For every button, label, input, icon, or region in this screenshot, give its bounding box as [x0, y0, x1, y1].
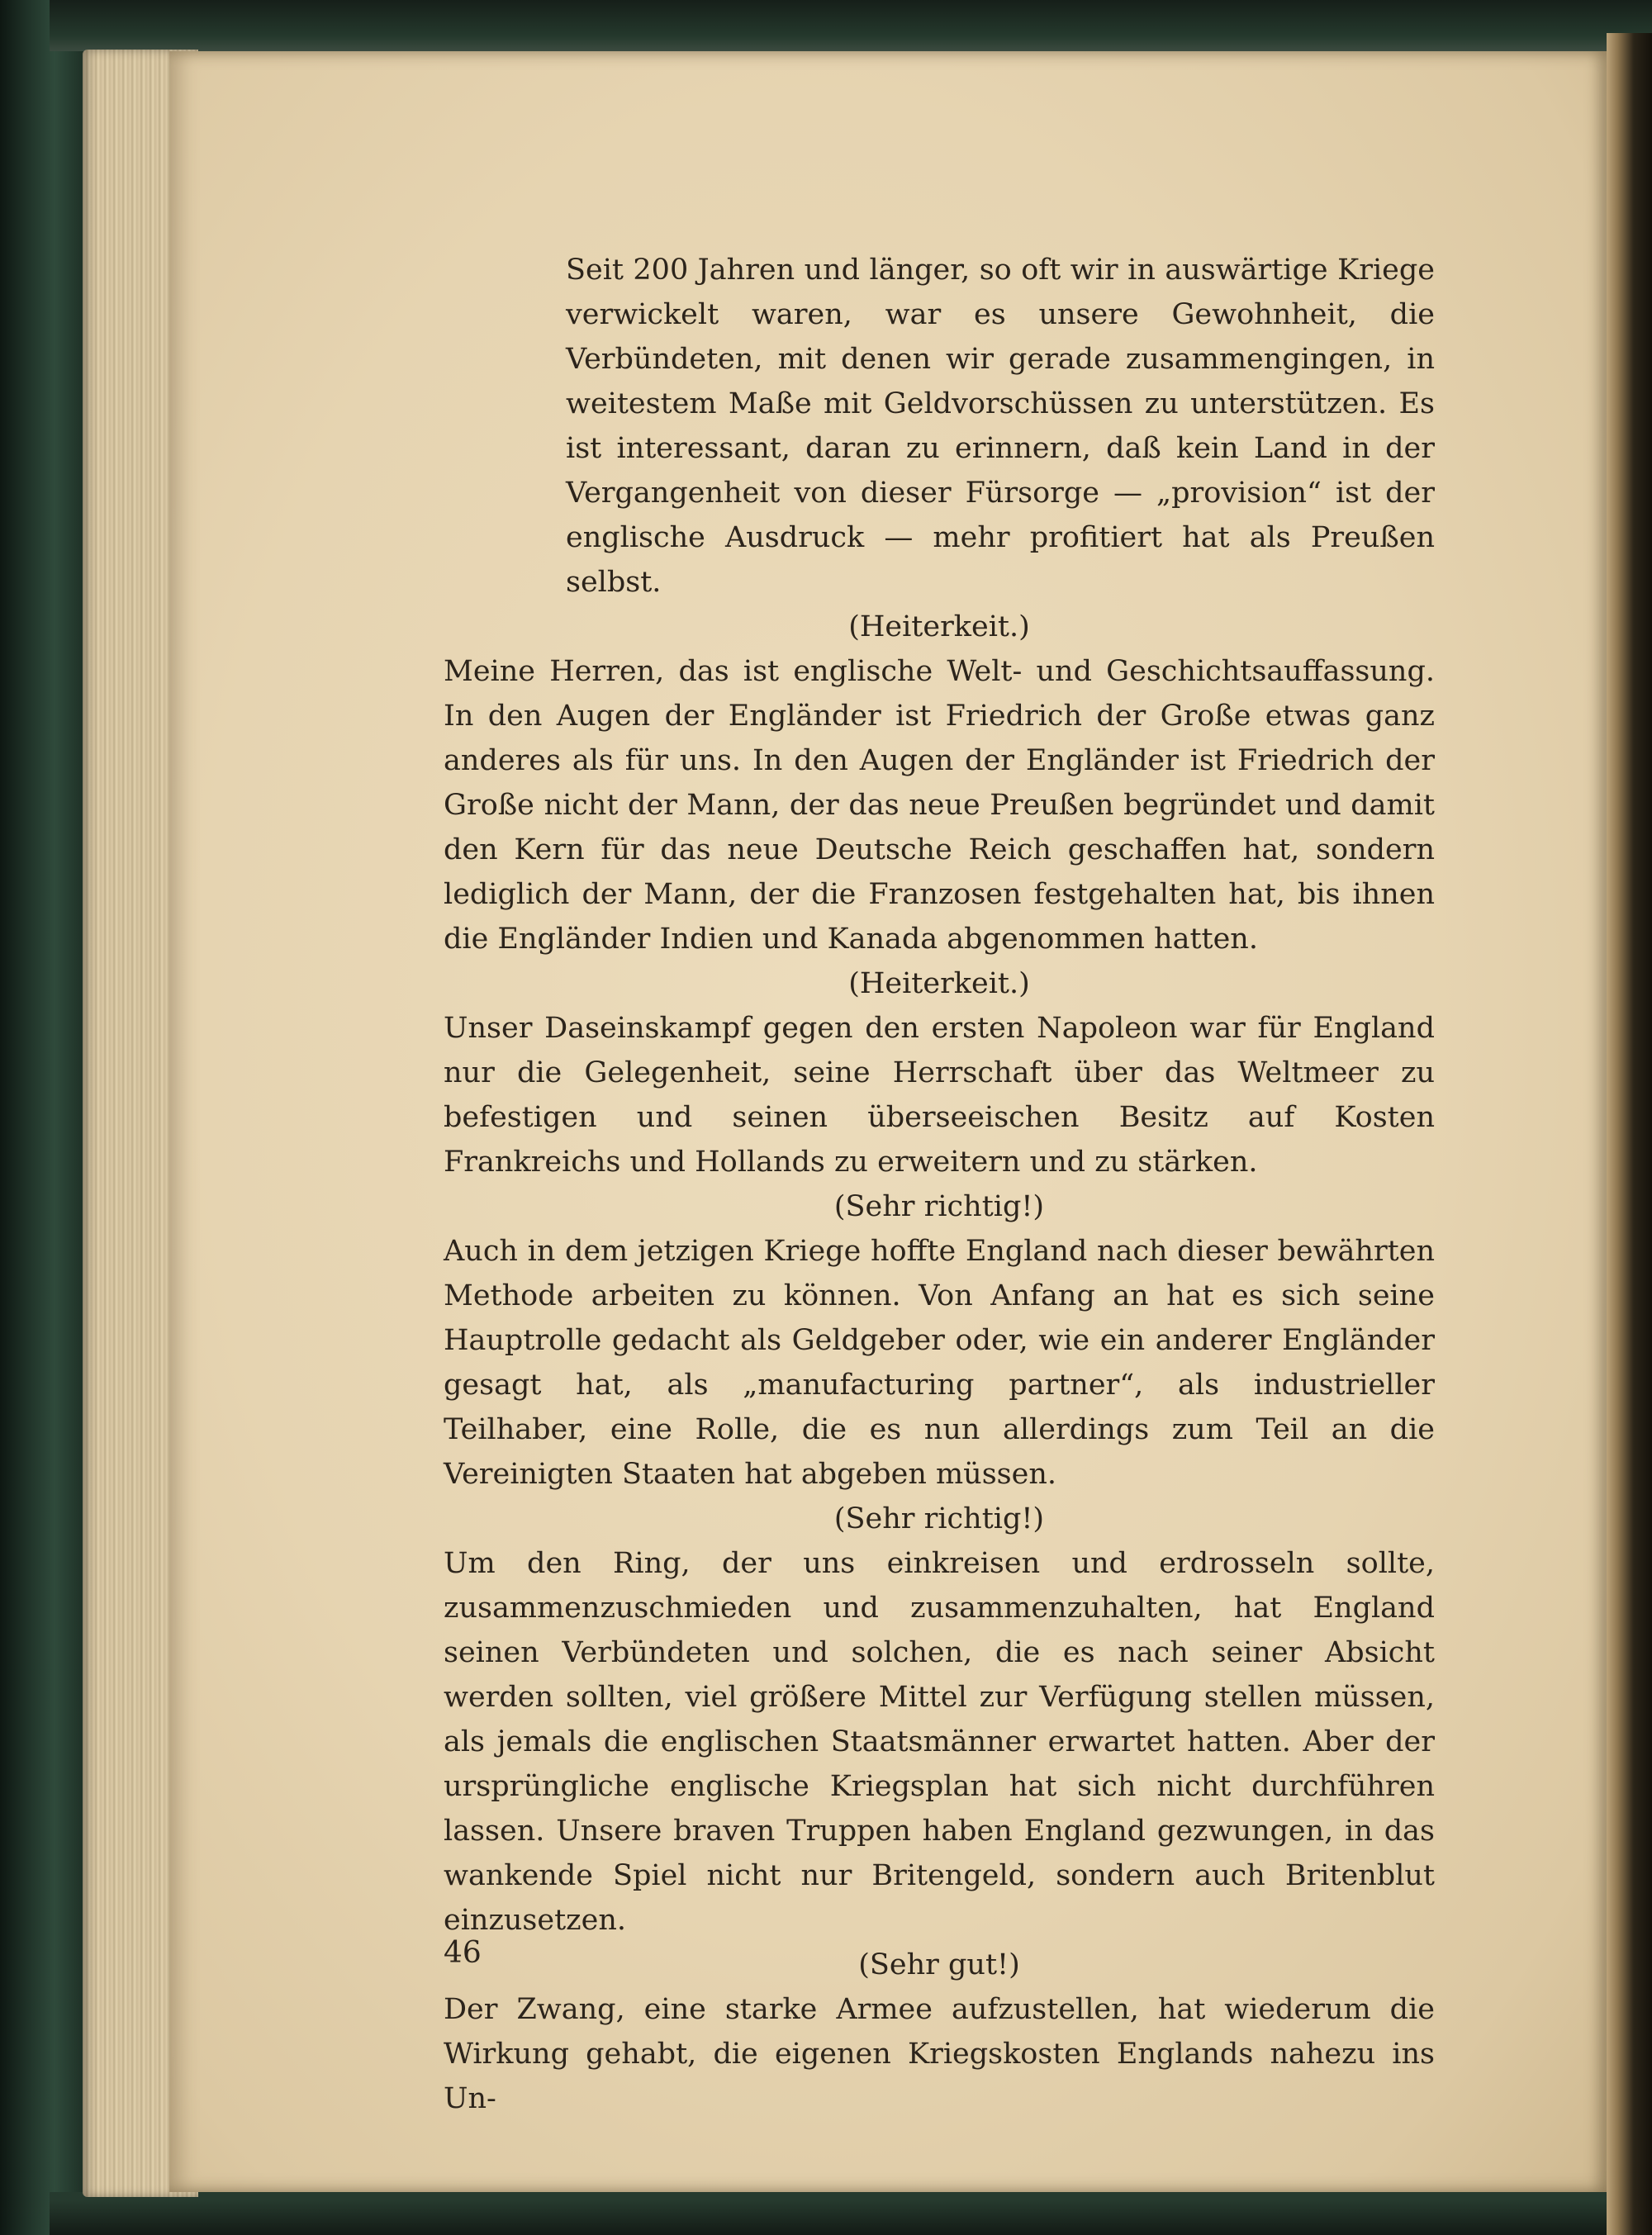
paragraph: Auch in dem jetzigen Kriege hoffte England nach dieser bewährten Methode arbeiten zu können. Von Anfang an hat es sich seine Hauptrolle gedacht als Geldgeber oder, wie ein anderer Engländer gesagt hat, als „manufacturing partner“, als industrieller Teilhaber, eine Rolle, die es nun allerdings zum Teil an die Vereinigten Staaten hat abgeben müssen.: [444, 1235, 1435, 1491]
body-text: [444, 248, 1435, 2121]
interjection: (Heiterkeit.): [848, 610, 1030, 643]
interjection: (Sehr richtig!): [833, 1502, 1045, 1535]
interjection: (Sehr richtig!): [833, 1190, 1045, 1223]
paragraph: Seit 200 Jahren und länger, so oft wir in auswärtige Kriege verwickelt waren, war es unsere Gewohnheit, die Verbündeten, mit denen wir gerade zusammengingen, in weitestem Maße mit Geldvorschüssen zu unterstützen. Es ist interessant, daran zu erinnern, daß kein Land in der Vergangenheit von dieser Fürsorge — „provision“ ist der englische Ausdruck — mehr profitiert hat als Preußen selbst.: [566, 254, 1435, 599]
page-number: 46: [444, 1936, 482, 1970]
paragraph: Der Zwang, eine starke Armee aufzustellen, hat wiederum die Wirkung gehabt, die eigenen Kriegskosten Englands nahezu ins Un-: [444, 1993, 1435, 2115]
paragraph: Meine Herren, das ist englische Welt- und Geschichtsauffassung. In den Augen der Engländer ist Friedrich der Große etwas ganz anderes als für uns. In den Augen der Engländer ist Friedrich der Große nicht der Mann, der das neue Preußen begründet und damit den Kern für das neue Deutsche Reich geschaffen hat, sondern lediglich der Mann, der die Franzosen festgehalten hat, bis ihnen die Engländer Indien und Kanada abgenommen hatten.: [444, 655, 1435, 956]
book-cover-top-edge: [50, 0, 1652, 51]
book-gutter: [1607, 33, 1652, 2235]
paragraph: Unser Daseinskampf gegen den ersten Napoleon war für England nur die Gelegenheit, seine Herrschaft über das Weltmeer zu befestigen und seinen überseeischen Besitz auf Kosten Frankreichs und Hollands zu erweitern und zu stärken.: [444, 1012, 1435, 1179]
paragraph: Um den Ring, der uns einkreisen und erdrosseln sollte, zusammenzuschmieden und zusammenzuhalten, hat England seinen Verbündeten und solchen, die es nach seiner Absicht werden sollten, viel größere Mittel zur Verfügung stellen müssen, als jemals die englischen Staatsmänner erwartet hatten. Aber der ursprüngliche englische Kriegsplan hat sich nicht durchführen lassen. Unsere braven Truppen haben England gezwungen, in das wankende Spiel nicht nur Britengeld, sondern auch Britenblut einzusetzen.: [444, 1547, 1435, 1937]
book-cover-bottom-edge: [50, 2192, 1652, 2235]
interjection: (Sehr gut!): [858, 1948, 1020, 1981]
interjection: (Heiterkeit.): [848, 967, 1030, 1000]
book-cover-left-edge: [0, 0, 91, 2235]
